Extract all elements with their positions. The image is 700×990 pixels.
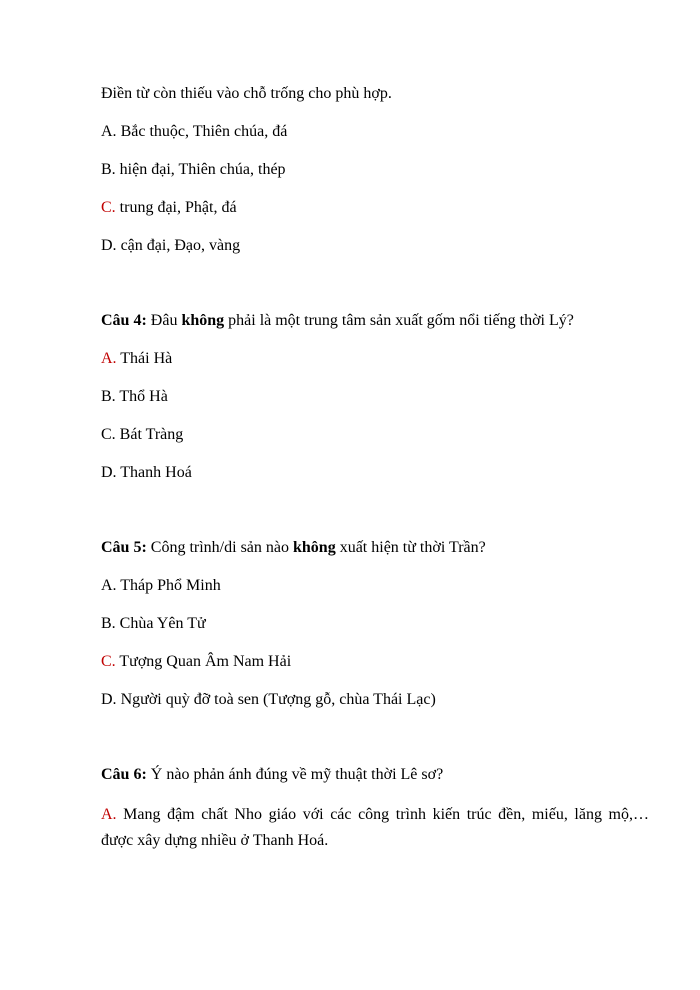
option-text: Thái Hà [120, 350, 173, 367]
option-text: trung đại, Phật, đá [119, 199, 237, 216]
option-b [101, 160, 286, 180]
option-text: Thổ Hà [119, 388, 168, 405]
option-text: Mang đậm chất Nho giáo với các công trình kiến trúc đền, miếu, lăng mộ,… [123, 806, 650, 823]
option-d [101, 236, 240, 256]
option-letter: B. [101, 615, 116, 632]
option-letter: B. [101, 161, 116, 178]
option-a-line-1 [101, 805, 649, 825]
option-text: hiện đại, Thiên chúa, thép [119, 161, 286, 178]
question-label: Câu 4: [101, 312, 147, 329]
option-letter: A. [101, 577, 117, 594]
option-a [101, 122, 287, 142]
question-4-title: Câu 4: Đâu không phải là một trung tâm sản xuất gốm nổi tiếng thời Lý? [101, 312, 574, 329]
option-letter: D. [101, 691, 117, 708]
option-letter-correct: C. [101, 653, 116, 670]
option-a-line-2 [101, 831, 328, 851]
option-text: Tượng Quan Âm Nam Hải [119, 653, 292, 670]
option-b [101, 614, 206, 634]
option-letter: A. [101, 123, 117, 140]
question-prompt: Điền từ còn thiếu vào chỗ trống cho phù hợp. [101, 85, 392, 102]
question-label: Câu 6: [101, 766, 147, 783]
option-letter: D. [101, 237, 117, 254]
option-letter-correct: A. [101, 806, 117, 823]
option-letter: B. [101, 388, 116, 405]
option-text: Người quỳ đỡ toà sen (Tượng gỗ, chùa Thái Lạc) [120, 691, 436, 708]
question-6-title: Câu 6: Ý nào phản ánh đúng về mỹ thuật thời Lê sơ? [101, 766, 444, 783]
option-d [101, 463, 192, 483]
option-letter: C. [101, 426, 116, 443]
option-c [101, 425, 183, 445]
option-text: Tháp Phổ Minh [120, 577, 221, 594]
option-text: Bắc thuộc, Thiên chúa, đá [120, 123, 288, 140]
emphasis-word: không [181, 312, 225, 329]
option-text: được xây dựng nhiều ở Thanh Hoá. [101, 832, 329, 849]
option-c [101, 652, 291, 672]
option-letter-correct: C. [101, 199, 116, 216]
option-b [101, 387, 168, 407]
option-text: Chùa Yên Tử [119, 615, 206, 632]
option-a [101, 349, 172, 369]
option-c [101, 198, 237, 218]
option-text: Bát Tràng [119, 426, 184, 443]
emphasis-word: không [293, 539, 336, 556]
option-text: cận đại, Đạo, vàng [120, 237, 241, 254]
option-a [101, 576, 221, 596]
option-letter: D. [101, 464, 117, 481]
option-d [101, 690, 436, 710]
question-label: Câu 5: [101, 539, 147, 556]
option-letter-correct: A. [101, 350, 117, 367]
option-text: Thanh Hoá [120, 464, 192, 481]
question-5-title: Câu 5: Công trình/di sản nào không xuất hiện từ thời Trần? [101, 539, 486, 556]
